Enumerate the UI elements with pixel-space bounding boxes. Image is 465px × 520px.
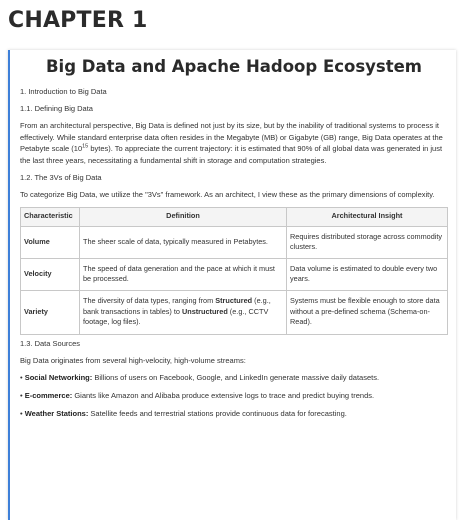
table-cell-definition xyxy=(80,290,287,334)
section-heading-intro: 1. Introduction to Big Data xyxy=(20,87,107,96)
table-row xyxy=(21,258,448,290)
list-item: • Weather Stations: Satellite feeds and terrestrial stations provide continuous data for forecasting. xyxy=(20,409,347,418)
paragraph-defining xyxy=(20,120,448,166)
table-cell-definition: The speed of data generation and the pace at which it must be processed. xyxy=(80,258,287,290)
content-card xyxy=(8,50,456,520)
bullet-label: Weather Stations: xyxy=(24,409,89,418)
section-heading-defining: 1.1. Defining Big Data xyxy=(20,104,93,113)
list-item: • Social Networking: Billions of users on Facebook, Google, and LinkedIn generate massive daily datasets. xyxy=(20,373,380,382)
definition-unstructured: Unstructured xyxy=(181,306,228,316)
list-item: • E-commerce: Giants like Amazon and Alibaba produce extensive logs to trace and predict buying trends. xyxy=(20,391,375,400)
document-title: Big Data and Apache Hadoop Ecosystem xyxy=(45,57,423,76)
table-header-insight: Architectural Insight xyxy=(287,207,448,226)
paragraph-3vs: To categorize Big Data, we utilize the "3Vs" framework. As an architect, I view these as the primary dimensions of complexity. xyxy=(20,190,435,199)
bullet-label: Social Networking: xyxy=(24,373,93,382)
definition-part-a: The diversity of data types, ranging from xyxy=(83,296,216,306)
bullet-text: Billions of users on Facebook, Google, and LinkedIn generate massive daily datasets. xyxy=(92,373,380,382)
definition-structured: Structured xyxy=(215,296,253,306)
three-vs-table xyxy=(20,207,448,335)
definition-part-d: (e.g., CCTV footage, log files). xyxy=(83,306,269,327)
paragraph-sources: Big Data originates from several high-velocity, high-volume streams: xyxy=(20,355,246,365)
paragraph-defining-part-b: bytes). To appreciate the current trajectory: it is estimated that 90% of all global data was generated in just the last three years, necessitating a fundamental shift in storage and computation strategies. xyxy=(20,144,443,165)
section-heading-sources: 1.3. Data Sources xyxy=(20,338,81,348)
table-header-row xyxy=(21,207,448,226)
table-cell-characteristic: Variety xyxy=(21,290,80,334)
paragraph-defining-part-a: From an architectural perspective, Big Data is defined not just by its size, but by the inability of traditional systems to process it effectively. While standard enterprise data often resides in the Megabyte (MB) or Gigabyte (GB) range, Big Data operates at the Petabyte scale (10 xyxy=(20,121,443,153)
definition-part-c: (e.g., bank transactions in tables) to xyxy=(83,296,271,316)
table-cell-insight: Systems must be flexible enough to store data without a pre-defined schema (Schema-on-Read). xyxy=(287,290,448,334)
table-header-definition: Definition xyxy=(80,207,287,226)
table-cell-characteristic: Velocity xyxy=(21,258,80,290)
bullet-text: Giants like Amazon and Alibaba produce extensive logs to trace and predict buying trends. xyxy=(72,391,375,400)
table-row xyxy=(21,226,448,258)
table-cell-insight: Data volume is estimated to double every two years. xyxy=(287,258,448,290)
table-row xyxy=(21,290,448,334)
exponent: 15 xyxy=(82,143,89,150)
section-heading-3vs: 1.2. The 3Vs of Big Data xyxy=(20,173,102,182)
bullet-text: Satellite feeds and terrestrial stations provide continuous data for forecasting. xyxy=(88,409,347,418)
table-cell-characteristic: Volume xyxy=(21,226,80,258)
table-cell-definition: The sheer scale of data, typically measured in Petabytes. xyxy=(80,226,287,258)
table-header-characteristic: Characteristic xyxy=(21,207,80,226)
table-cell-insight: Requires distributed storage across commodity clusters. xyxy=(287,226,448,258)
bullet-label: E-commerce: xyxy=(24,391,73,400)
chapter-heading: CHAPTER 1 xyxy=(8,8,148,33)
